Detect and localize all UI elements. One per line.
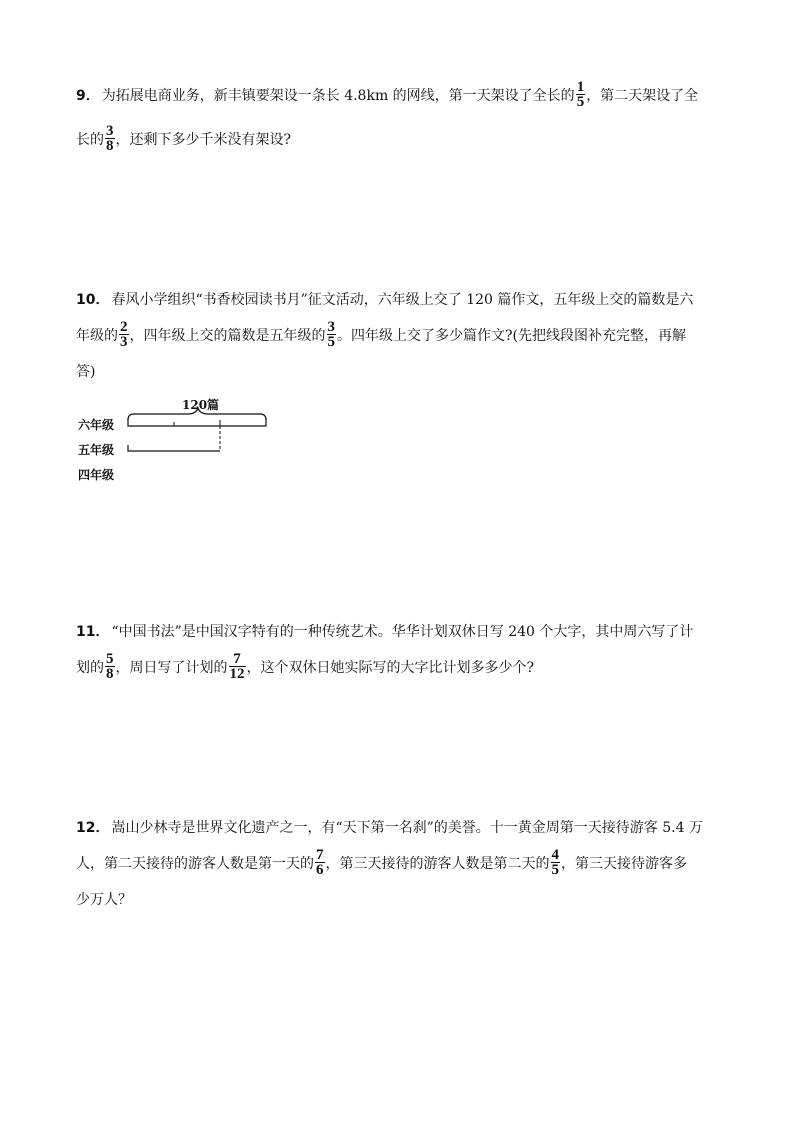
problem-text: ，第三天接待游客多 [561, 856, 687, 872]
problem-text: 少万人？ [76, 892, 132, 908]
problem-text: 人，第二天接待的游客人数是第一天的 [76, 856, 314, 872]
problem-number: 9． [76, 88, 100, 104]
problem-text: “中国书法”是中国汉字特有的一种传统艺术。华华计划双休日写 240 个大字，其中周六写了计 [111, 624, 694, 640]
problem-text: ，周日写了计划的 [115, 660, 228, 676]
line-segment-diagram [78, 394, 278, 484]
problem-text: 答) [76, 364, 96, 380]
row-label-sixth: 六年级 [78, 418, 115, 432]
problem-text: 春风小学组织“书香校园读书月”征文活动，六年级上交了 120 篇作文，五年级上交的篇数是六 [111, 292, 694, 308]
problem-10-line-3 [76, 356, 95, 388]
problem-text: 嵩山少林寺是世界文化遗产之一，有“天下第一名刹”的美誉。十一黄金周第一天接待游客 5.4 万 [111, 820, 703, 836]
fifth-grade-bar [128, 445, 220, 451]
problem-text: 长的 [76, 132, 104, 148]
row-label-fifth: 五年级 [78, 443, 115, 457]
problem-text: ，第二天架设了全 [586, 88, 699, 104]
problem-text: 为拓展电商业务，新丰镇要架设一条长 4.8km 的网线，第一天架设了全长的 [101, 88, 575, 104]
problem-11-line-2 [76, 652, 534, 684]
problem-number: 10． [76, 292, 110, 308]
row-label-fourth: 四年级 [78, 468, 115, 482]
fraction: $\frac{5}{8}$ [106, 650, 114, 682]
problem-text: ，第三天接待的游客人数是第二天的 [325, 856, 550, 872]
fraction: $\frac{4}{5}$ [551, 846, 559, 878]
problem-10-line-1 [76, 284, 693, 316]
problem-number: 12． [76, 820, 110, 836]
problem-9-line-2 [76, 124, 291, 156]
problem-9-line-1 [76, 80, 698, 112]
problem-text: 划的 [76, 660, 104, 676]
brace-label: 120篇 [182, 398, 220, 412]
problem-text: 。四年级上交了多少篇作文?(先把线段图补充完整，再解 [337, 328, 686, 344]
fraction: $\frac{1}{5}$ [576, 78, 585, 110]
problem-12-line-2 [76, 848, 687, 880]
problem-10-line-2 [76, 320, 686, 352]
problem-text: ，这个双休日她实际写的大字比计划多多少个? [246, 660, 535, 676]
problem-12-line-1 [76, 812, 703, 844]
problem-text: ，还剩下多少千米没有架设? [115, 132, 292, 148]
fraction: $\frac{2}{3}$ [120, 318, 128, 350]
fraction: $\frac{7}{12}$ [229, 650, 245, 682]
fraction: $\frac{3}{5}$ [327, 318, 335, 350]
sixth-grade-bar [128, 418, 266, 426]
problem-text: ，四年级上交的篇数是五年级的 [129, 328, 326, 344]
fraction: $\frac{7}{6}$ [316, 846, 324, 878]
problem-11-line-1 [76, 616, 693, 648]
problem-12-line-3 [76, 884, 132, 916]
fraction: $\frac{3}{8}$ [106, 122, 114, 154]
problem-text: 年级的 [76, 328, 118, 344]
problem-number: 11． [76, 624, 110, 640]
